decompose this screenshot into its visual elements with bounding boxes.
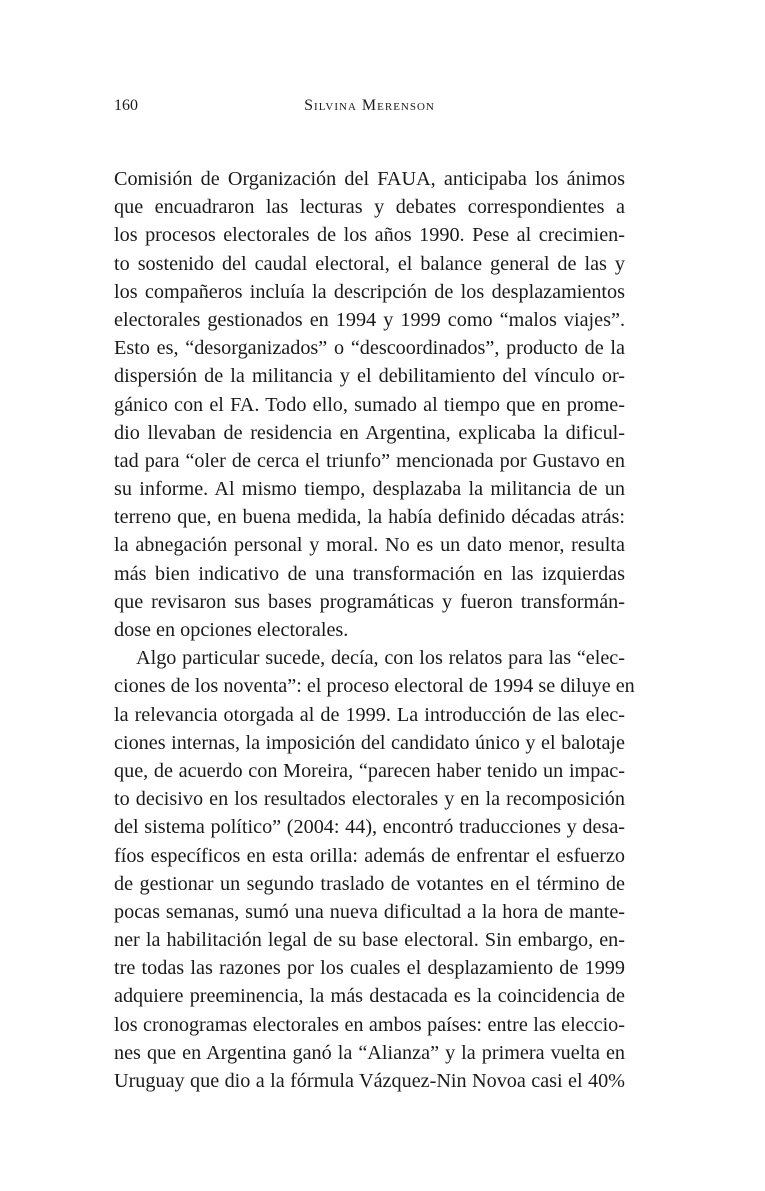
text-line: to sostenido del caudal electoral, el balance general de las y bbox=[114, 252, 625, 275]
text-line: electorales gestionados en 1994 y 1999 como “malos viajes”. bbox=[114, 308, 625, 331]
text-line: Algo particular sucede, decía, con los relatos para las “elec- bbox=[136, 647, 625, 670]
text-line: los cronogramas electorales en ambos países: entre las eleccio- bbox=[114, 1013, 625, 1036]
text-line: terreno que, en buena medida, la había definido décadas atrás: bbox=[114, 506, 625, 529]
page-number: 160 bbox=[114, 97, 138, 114]
text-line: que, de acuerdo con Moreira, “parecen haber tenido un impac- bbox=[114, 759, 625, 782]
paragraph bbox=[114, 165, 625, 644]
paragraph bbox=[114, 644, 635, 1095]
text-line: tad para “oler de cerca el triunfo” mencionada por Gustavo en bbox=[114, 449, 625, 472]
text-line: gánico con el FA. Todo ello, sumado al tiempo que en prome- bbox=[114, 393, 625, 416]
text-line: ner la habilitación legal de su base electoral. Sin embargo, en- bbox=[114, 929, 625, 952]
text-line: adquiere preeminencia, la más destacada es la coincidencia de bbox=[114, 985, 625, 1008]
text-line: la abnegación personal y moral. No es un dato menor, resulta bbox=[114, 534, 625, 557]
text-line: dispersión de la militancia y el debilitamiento del vínculo or- bbox=[114, 365, 625, 388]
text-line: ciones internas, la imposición del candidato único y el balotaje bbox=[114, 731, 625, 754]
text-line: los procesos electorales de los años 1990. Pese al crecimien- bbox=[114, 224, 625, 247]
text-line: de gestionar un segundo traslado de votantes en el término de bbox=[114, 872, 625, 895]
running-title: Silvina Merenson bbox=[304, 97, 435, 114]
text-line: Comisión de Organización del FAUA, anticipaba los ánimos bbox=[114, 168, 625, 190]
text-line: dio llevaban de residencia en Argentina, explicaba la dificul- bbox=[114, 421, 625, 444]
body-text bbox=[114, 165, 635, 1095]
text-line: ciones de los noventa”: el proceso electoral de 1994 se diluye en bbox=[114, 675, 635, 698]
text-line: los compañeros incluía la descripción de los desplazamientos bbox=[114, 280, 625, 303]
text-line: que encuadraron las lecturas y debates correspondientes a bbox=[114, 196, 625, 219]
text-line: to decisivo en los resultados electorales y en la recomposición bbox=[114, 788, 625, 811]
text-line: dose en opciones electorales. bbox=[114, 619, 349, 641]
running-head bbox=[114, 97, 625, 123]
text-line: la relevancia otorgada al de 1999. La introducción de las elec- bbox=[114, 703, 625, 726]
text-line: pocas semanas, sumó una nueva dificultad a la hora de mante- bbox=[114, 900, 625, 923]
text-line: más bien indicativo de una transformación en las izquierdas bbox=[114, 562, 625, 585]
text-line: Uruguay que dio a la fórmula Vázquez-Nin Novoa casi el 40% bbox=[114, 1070, 625, 1092]
text-line: Esto es, “desorganizados” o “descoordinados”, producto de la bbox=[114, 337, 625, 360]
text-line: nes que en Argentina ganó la “Alianza” y la primera vuelta en bbox=[114, 1041, 625, 1064]
text-line: su informe. Al mismo tiempo, desplazaba la militancia de un bbox=[114, 478, 625, 501]
text-line: que revisaron sus bases programáticas y fueron transformán- bbox=[114, 590, 625, 613]
text-line: fíos específicos en esta orilla: además de enfrentar el esfuerzo bbox=[114, 844, 625, 867]
text-line: del sistema político” (2004: 44), encontró traducciones y desa- bbox=[114, 816, 625, 839]
text-line: tre todas las razones por los cuales el desplazamiento de 1999 bbox=[114, 957, 625, 980]
